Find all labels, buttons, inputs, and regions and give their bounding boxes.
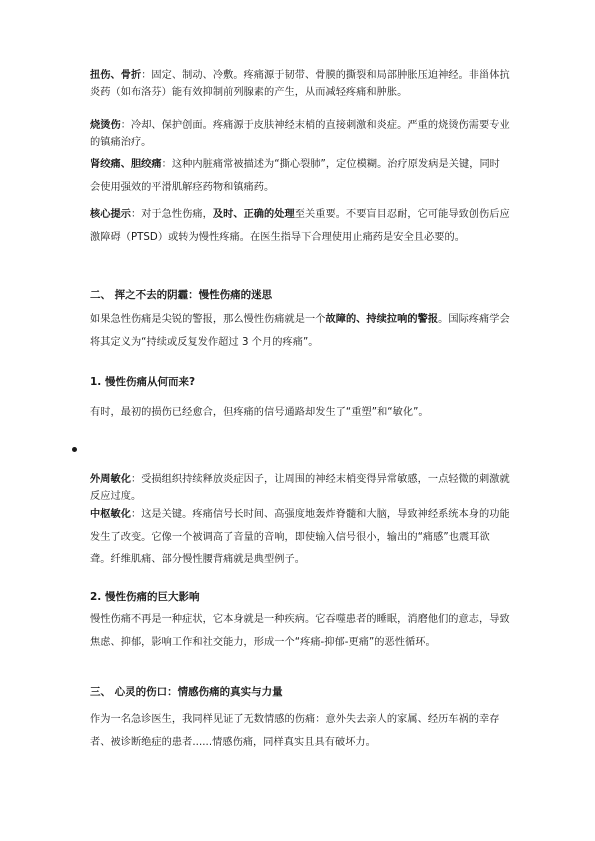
term-colic: 肾绞痛、胆绞痛	[90, 159, 162, 170]
fracture-paragraph	[90, 68, 510, 101]
burn-paragraph	[90, 118, 510, 151]
sub2-paragraph	[90, 609, 510, 654]
peripheral-text: ：受损组织持续释放炎症因子，让周围的神经末梢变得异常敏感，一点轻微的刺激就反应过度。	[90, 474, 510, 502]
intro-text-1: 如果急性伤痛是尖锐的警报，那么慢性伤痛就是一个	[90, 314, 326, 325]
term-central: 中枢敏化	[90, 509, 131, 520]
central-paragraph	[90, 504, 510, 572]
sub2-title: 2. 慢性伤痛的巨大影响	[90, 591, 200, 603]
core-text-2: 至关重要。不要盲目忍耐，它可能导致创伤后应激障碍（PTSD）或转为慢性疼痛。在医生指导下合理使用止痛药是安全且必要的。	[90, 209, 510, 243]
burn-text: ：冷却、保护创面。疼痛源于皮肤神经末梢的直接刺激和炎症。严重的烧烫伤需要专业的镇痛治疗。	[90, 120, 510, 148]
sub1-title: 1. 慢性伤痛从何而来?	[90, 376, 196, 388]
core-emphasis: 及时、正确的处理	[212, 209, 295, 220]
section2-title: 二、 挥之不去的阴霾：慢性伤痛的迷思	[90, 289, 273, 301]
peripheral-paragraph	[90, 472, 510, 505]
section3-title: 三、 心灵的伤口：情感伤痛的真实与力量	[90, 686, 283, 698]
term-core-tip: 核心提示	[90, 209, 131, 220]
intro-emphasis: 故障的、持续拉响的警报	[325, 314, 439, 325]
core-text-1: ：对于急性伤痛，	[130, 209, 213, 220]
colic-paragraph	[90, 154, 510, 199]
section3-heading	[90, 684, 510, 700]
sub2-heading	[90, 589, 510, 605]
bullet-dot	[72, 447, 77, 452]
sub1-heading	[90, 374, 510, 390]
term-burn: 烧烫伤	[90, 120, 121, 131]
section2-intro	[90, 309, 510, 354]
section2-heading	[90, 287, 510, 303]
core-tip-paragraph	[90, 204, 510, 249]
term-peripheral: 外周敏化	[90, 474, 131, 485]
intro-text-2: 。国际疼痛学会将其定义为“持续或反复发作超过 3 个月的疼痛”。	[90, 314, 510, 348]
sub1-paragraph	[90, 402, 510, 425]
term-fracture: 扭伤、骨折	[90, 70, 142, 81]
central-text: ：这是关键。疼痛信号长时间、高强度地轰炸脊髓和大脑，导致神经系统本身的功能发生了改变。它像一个被调高了音量的音响，即使输入信号很小，输出的“痛感”也震耳欲聋。纤维肌痛、部分慢性腰背痛就是典型例子。	[90, 509, 510, 565]
fracture-text: ：固定、制动、冷敷。疼痛源于韧带、骨膜的撕裂和局部肿胀压迫神经。非甾体抗炎药（如布洛芬）能有效抑制前列腺素的产生，从而减轻疼痛和肿胀。	[90, 70, 510, 98]
section3-text: 作为一名急诊医生，我同样见证了无数情感的伤痛：意外失去亲人的家属、经历车祸的幸存者、被诊断绝症的患者......情感伤痛，同样真实且具有破坏力。	[90, 714, 500, 748]
section3-paragraph	[90, 709, 510, 754]
sub1-text: 有时，最初的损伤已经愈合，但疼痛的信号通路却发生了“重塑”和“敏化”。	[90, 407, 429, 418]
sub2-text: 慢性伤痛不再是一种症状，它本身就是一种疾病。它吞噬患者的睡眠，消磨他们的意志，导致焦虑、抑郁，影响工作和社交能力，形成一个“疼痛-抑郁-更痛”的恶性循环。	[90, 614, 510, 648]
colic-text: ：这种内脏痛常被描述为“撕心裂肺”，定位模糊。治疗原发病是关键，同时会使用强效的平滑肌解痉药物和镇痛药。	[90, 159, 500, 193]
